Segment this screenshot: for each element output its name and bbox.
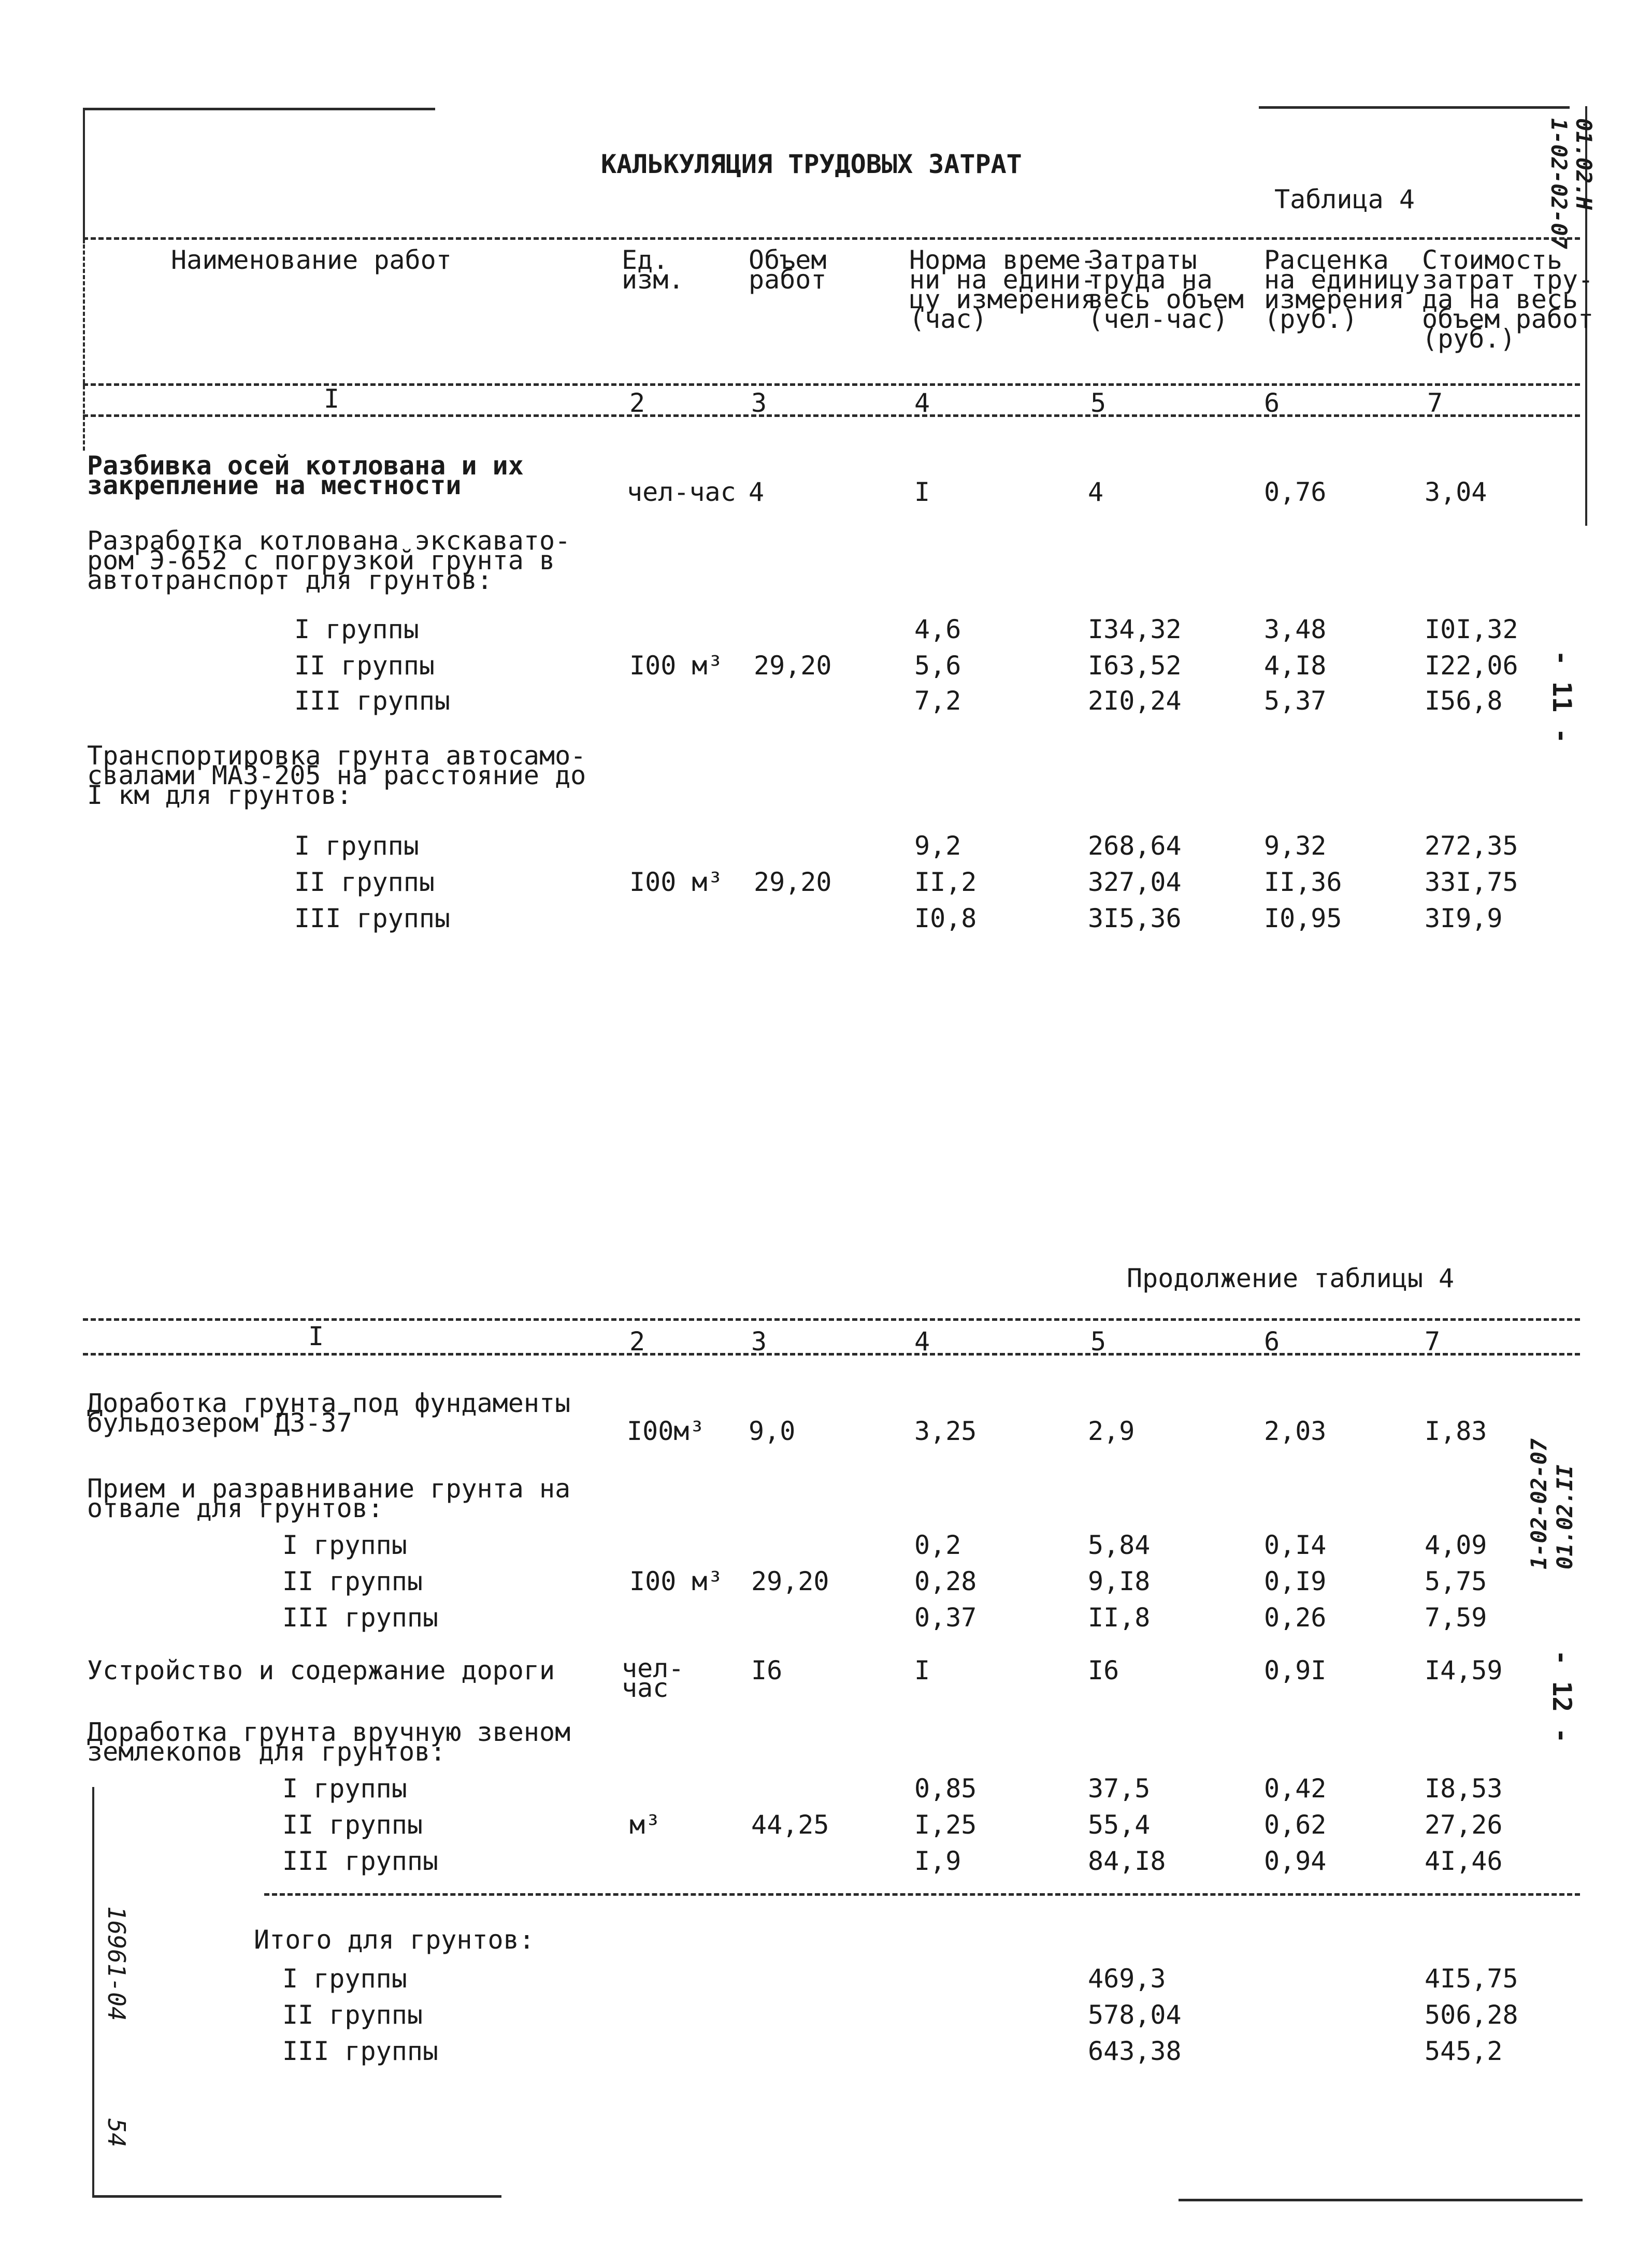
p2-row2-g2-labor: 9,I8 (1088, 1566, 1151, 1596)
p1-row1-cost: 3,04 (1425, 477, 1487, 507)
p2-row3-unit: чел- час (622, 1653, 684, 1703)
totals-g2-labor: 578,04 (1088, 2000, 1182, 2030)
totals-g1-labor: 469,3 (1088, 1964, 1166, 1994)
p1-row2-g1-labor: I34,32 (1088, 614, 1182, 644)
p2-row2-g2-cost: 5,75 (1425, 1566, 1487, 1596)
totals-group3: III группы (282, 2036, 439, 2066)
p2-row2-name: Прием и разравнивание грунта на отвале для грунтов: (87, 1474, 571, 1523)
p2-row2-g2-norm: 0,28 (914, 1566, 977, 1596)
p2-row4-g2-norm: I,25 (914, 1810, 977, 1840)
p2-colnum-7: 7 (1425, 1327, 1441, 1357)
p2-row4-group2: II группы (282, 1810, 423, 1840)
p1-row2-volume: 29,20 (754, 651, 832, 681)
p2-header-top-line (83, 1318, 1580, 1321)
p2-row4-g3-rate: 0,94 (1264, 1846, 1327, 1876)
p1-row3-g2-cost: 33I,75 (1425, 867, 1518, 897)
p1-row1-labor: 4 (1088, 477, 1104, 507)
p1-row3-g3-cost: 3I9,9 (1425, 903, 1503, 933)
p2-header-bottom-line (83, 1353, 1580, 1356)
colnum-3: 3 (751, 388, 767, 418)
stamp-code-1: 01.02.Н (1571, 118, 1597, 210)
bottom-code: 16961-04 (103, 1906, 131, 2021)
p2-row4-g1-rate: 0,42 (1264, 1774, 1327, 1804)
p2-row2-g3-rate: 0,26 (1264, 1603, 1327, 1633)
p1-row1-volume: 4 (749, 477, 765, 507)
frame-left-line (83, 109, 85, 243)
p2-row4-g1-cost: I8,53 (1425, 1774, 1503, 1804)
p2-row2-g3-cost: 7,59 (1425, 1603, 1487, 1633)
header-c2: Ед. изм. (622, 245, 684, 295)
p2-row3-name: Устройство и содержание дороги (87, 1655, 555, 1685)
p1-row3-g3-norm: I0,8 (914, 903, 977, 933)
p1-row3-name: Транспортировка грунта автосамо- свалами МАЗ-205 на расстояние до I км для грунтов: (87, 741, 586, 810)
p2-stamp-code-1: 01.02.II (1552, 1464, 1577, 1569)
bottom-num: 54 (103, 2118, 131, 2147)
p2-row4-g2-rate: 0,62 (1264, 1810, 1327, 1840)
colnum-6: 6 (1264, 388, 1280, 418)
p1-row3-g1-rate: 9,32 (1264, 831, 1327, 861)
p2-colnum-1: I (308, 1321, 324, 1351)
p2-row1-cost: I,83 (1425, 1416, 1487, 1446)
p2-row3-labor: I6 (1088, 1655, 1119, 1685)
header-c6: Расценка на единицу измерения (руб.) (1264, 245, 1420, 334)
p1-row1-name: Разбивка осей котлована и их закрепление на местности (87, 451, 524, 500)
p2-row4-g1-labor: 37,5 (1088, 1774, 1151, 1804)
p2-row1-name: Доработка грунта под фундаменты бульдозером ДЗ-37 (87, 1388, 571, 1438)
frame-top-right-line (1259, 106, 1570, 109)
p2-row3-volume: I6 (751, 1655, 783, 1685)
p2-row4-volume: 44,25 (751, 1810, 829, 1840)
p1-row3-g1-norm: 9,2 (914, 831, 961, 861)
p1-row2-g2-labor: I63,52 (1088, 651, 1182, 681)
totals-g3-labor: 643,38 (1088, 2036, 1182, 2066)
header-c7: Стоимость затрат тру- да на весь объем работ (руб.) (1422, 245, 1594, 354)
p1-row2-g3-norm: 7,2 (914, 686, 961, 716)
p1-row2-g2-norm: 5,6 (914, 651, 961, 681)
colnum-4: 4 (914, 388, 930, 418)
p2-colnum-4: 4 (914, 1327, 930, 1357)
totals-g3-cost: 545,2 (1425, 2036, 1503, 2066)
table-label: Таблица 4 (1274, 184, 1415, 214)
bottom-left-frame-line (92, 1787, 94, 2196)
colnum-5: 5 (1090, 388, 1107, 418)
p1-row3-group1: I группы (294, 831, 419, 861)
p1-row1-norm: I (914, 477, 930, 507)
p2-row2-g3-labor: II,8 (1088, 1603, 1151, 1633)
p2-row2-g1-norm: 0,2 (914, 1530, 961, 1560)
colnum-2: 2 (629, 388, 645, 418)
header-bottom-line (83, 414, 1580, 417)
p1-row2-unit: I00 м³ (629, 651, 723, 681)
frame-top-left-line (83, 108, 435, 110)
p1-row3-g2-labor: 327,04 (1088, 867, 1182, 897)
colnum-1: I (324, 384, 340, 414)
p1-row3-g1-cost: 272,35 (1425, 831, 1518, 861)
p1-row3-g2-rate: II,36 (1264, 867, 1342, 897)
header-c5: Затраты труда на весь объем (чел-час) (1088, 245, 1244, 334)
p2-colnum-5: 5 (1090, 1327, 1107, 1357)
p2-row4-g2-cost: 27,26 (1425, 1810, 1503, 1840)
p2-row4-g2-labor: 55,4 (1088, 1810, 1151, 1840)
p1-row2-g3-cost: I56,8 (1425, 686, 1503, 716)
p2-row2-g2-rate: 0,I9 (1264, 1566, 1327, 1596)
totals-top-line (264, 1893, 1580, 1896)
colnum-7: 7 (1427, 388, 1443, 418)
p1-row3-g1-labor: 268,64 (1088, 831, 1182, 861)
p2-row1-rate: 2,03 (1264, 1416, 1327, 1446)
p1-row2-g3-labor: 2I0,24 (1088, 686, 1182, 716)
p2-row1-volume: 9,0 (749, 1416, 796, 1446)
p1-row2-name: Разработка котлована экскавато- ром Э-652 с погрузкой грунта в автотранспорт для грунтов: (87, 526, 571, 595)
p2-colnum-2: 2 (629, 1327, 645, 1357)
p2-row1-norm: 3,25 (914, 1416, 977, 1446)
totals-group1: I группы (282, 1964, 407, 1994)
p1-row2-group1: I группы (294, 614, 419, 644)
p2-row3-rate: 0,9I (1264, 1655, 1327, 1685)
totals-g2-cost: 506,28 (1425, 2000, 1518, 2030)
p2-row3-norm: I (914, 1655, 930, 1685)
bottom-left-frame-base (92, 2195, 501, 2198)
p2-row4-name: Доработка грунта вручную звеном землекопов для грунтов: (87, 1717, 571, 1767)
p2-row3-cost: I4,59 (1425, 1655, 1503, 1685)
p2-row4-g3-labor: 84,I8 (1088, 1846, 1166, 1876)
p1-row2-g2-rate: 4,I8 (1264, 651, 1327, 681)
side-page-number-2: - 12 - (1547, 1650, 1577, 1743)
header-c4: Норма време- ни на едини- цу измерения (час) (909, 245, 1097, 334)
p1-row3-unit: I00 м³ (629, 867, 723, 897)
p2-row2-g1-rate: 0,I4 (1264, 1530, 1327, 1560)
p1-row2-g3-rate: 5,37 (1264, 686, 1327, 716)
p1-row2-g1-cost: I0I,32 (1425, 614, 1518, 644)
p2-row2-g3-norm: 0,37 (914, 1603, 977, 1633)
header-mid-line (83, 383, 1580, 386)
page-title: КАЛЬКУЛЯЦИЯ ТРУДОВЫХ ЗАТРАТ (601, 149, 1022, 179)
p2-stamp-code-2: 1-02-02-07 (1526, 1438, 1552, 1569)
p2-row4-g1-norm: 0,85 (914, 1774, 977, 1804)
p1-row1-rate: 0,76 (1264, 477, 1327, 507)
p1-row2-group3: III группы (294, 686, 451, 716)
p2-row2-group2: II группы (282, 1566, 423, 1596)
stamp-code-2: 1-02-02-07 (1546, 118, 1572, 249)
header-top-line (83, 237, 1580, 240)
p2-row2-unit: I00 м³ (629, 1566, 723, 1596)
p1-row1-unit: чел-час (627, 477, 736, 507)
p1-row3-group3: III группы (294, 903, 451, 933)
p1-row2-g2-cost: I22,06 (1425, 651, 1518, 681)
p1-row3-g3-labor: 3I5,36 (1088, 903, 1182, 933)
p2-row4-group1: I группы (282, 1774, 407, 1804)
p1-row2-g1-norm: 4,6 (914, 614, 961, 644)
side-page-number-1: - 11 - (1547, 650, 1577, 744)
header-c3: Объем работ (749, 245, 827, 295)
p2-row1-labor: 2,9 (1088, 1416, 1135, 1446)
p2-colnum-6: 6 (1264, 1327, 1280, 1357)
p1-row3-g2-norm: II,2 (914, 867, 977, 897)
header-c1: Наименование работ (171, 245, 452, 275)
p2-row2-g1-cost: 4,09 (1425, 1530, 1487, 1560)
p2-row2-volume: 29,20 (751, 1566, 829, 1596)
p2-row2-g1-labor: 5,84 (1088, 1530, 1151, 1560)
totals-g1-cost: 4I5,75 (1425, 1964, 1518, 1994)
bottom-right-frame-base (1179, 2199, 1583, 2201)
p1-row3-volume: 29,20 (754, 867, 832, 897)
p2-row4-unit: м³ (629, 1810, 661, 1840)
p1-row2-g1-rate: 3,48 (1264, 614, 1327, 644)
p2-row1-unit: I00м³ (627, 1416, 705, 1446)
p2-row2-group1: I группы (282, 1530, 407, 1560)
header-left-border (83, 238, 85, 451)
p2-row4-group3: III группы (282, 1846, 439, 1876)
totals-label: Итого для грунтов: (254, 1925, 535, 1955)
p2-row4-g3-cost: 4I,46 (1425, 1846, 1503, 1876)
p2-row4-g3-norm: I,9 (914, 1846, 961, 1876)
p1-row3-group2: II группы (294, 867, 435, 897)
continuation-label: Продолжение таблицы 4 (1127, 1263, 1455, 1293)
p2-colnum-3: 3 (751, 1327, 767, 1357)
p1-row3-g3-rate: I0,95 (1264, 903, 1342, 933)
totals-group2: II группы (282, 2000, 423, 2030)
p1-row2-group2: II группы (294, 651, 435, 681)
p2-row2-group3: III группы (282, 1603, 439, 1633)
